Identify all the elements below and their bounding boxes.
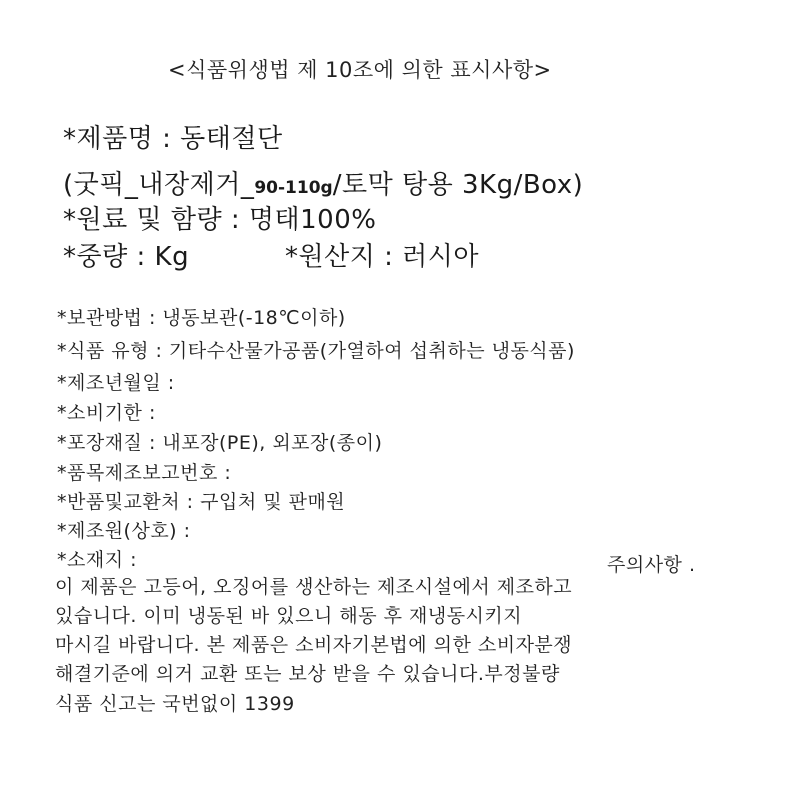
- product-spec-size: 90-110g: [254, 178, 333, 198]
- notice-line: 이 제품은 고등어, 오징어를 생산하는 제조시설에서 제조하고: [55, 576, 573, 598]
- label-header: <식품위생법 제 10조에 의한 표시사항>: [168, 58, 552, 82]
- weight: *중량 : Kg: [63, 242, 190, 272]
- storage-method: *보관방법 : 냉동보관(-18℃이하): [57, 307, 346, 329]
- notice-line: 있습니다. 이미 냉동된 바 있으니 해동 후 재냉동시키지: [55, 605, 523, 627]
- report-number: *품목제조보고번호 :: [57, 462, 232, 484]
- product-name: *제품명 : 동태절단: [63, 124, 283, 154]
- packaging-material: *포장재질 : 내포장(PE), 외포장(종이): [57, 432, 383, 454]
- food-type: *식품 유형 : 기타수산물가공품(가열하여 섭취하는 냉동식품): [57, 340, 575, 362]
- manufacturer: *제조원(상호) :: [57, 520, 191, 542]
- notice-line: 해결기준에 의거 교환 또는 보상 받을 수 있습니다.부정불량: [55, 663, 560, 685]
- notice-line: 마시길 바랍니다. 본 제품은 소비자기본법에 의한 소비자분쟁: [55, 634, 573, 656]
- notice-line: 식품 신고는 국번없이 1399: [55, 693, 295, 715]
- product-spec-prefix: (굿픽_내장제거_: [63, 170, 255, 200]
- notice-title: 주의사항 .: [607, 554, 696, 576]
- ingredients: *원료 및 함량 : 명태100%: [63, 205, 377, 235]
- origin: *원산지 : 러시아: [285, 242, 479, 272]
- return-exchange: *반품및교환처 : 구입처 및 판매원: [57, 491, 346, 513]
- product-spec-suffix: /토막 탕용 3Kg/Box): [332, 170, 584, 200]
- manufacture-date: *제조년월일 :: [57, 372, 175, 394]
- address: *소재지 :: [57, 549, 138, 571]
- expiration-date: *소비기한 :: [57, 402, 156, 424]
- product-spec: [63, 164, 583, 201]
